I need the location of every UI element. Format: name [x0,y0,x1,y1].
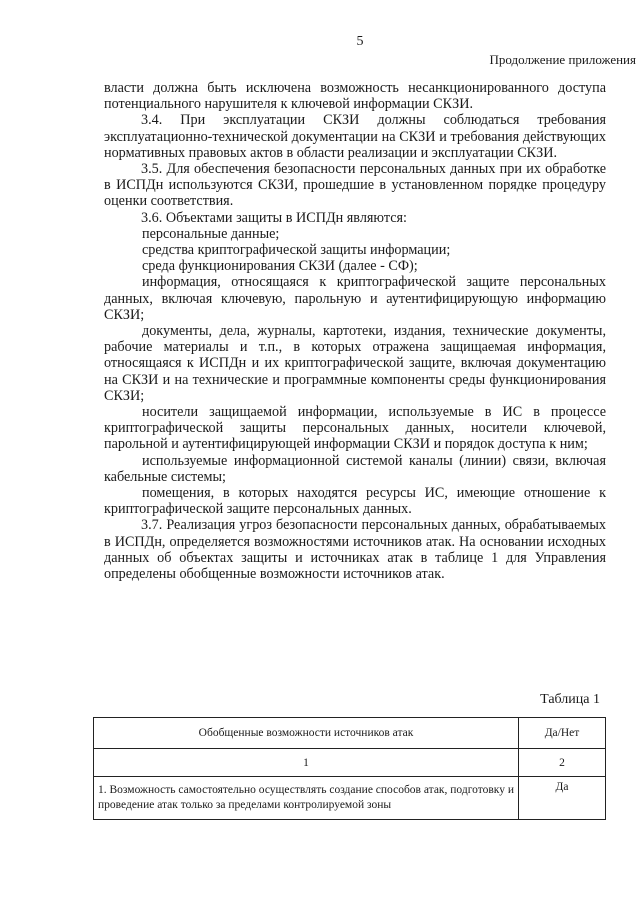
list-item: средства криптографической защиты информации; [142,242,451,259]
list-item: персональные данные; [142,225,280,242]
list-item: документы, дела, журналы, картотеки, издания, технические документы, рабочие материалы и т.п., в которых отражена защищаемая информация, относящаяся к ИСПДн и их криптографической защите, включая документацию на СКЗИ и на технические и программные компоненты среды функционирования СКЗИ; [104,323,606,404]
list-item: помещения, в которых находятся ресурсы ИС, имеющие отношение к криптографической защите персональных данных. [104,485,606,518]
appendix-continuation-header: Продолжение приложения [489,52,636,67]
paragraph-3-7: 3.7. Реализация угроз безопасности персональных данных, обрабатываемых в ИСПДн, определяется возможностями источников атак. На основании исходных данных об объектах защиты и источниках атак в таблице 1 для Управления определены обобщенные возможности источников атак. [104,517,606,583]
page-number: 5 [356,34,364,49]
paragraph-3-6: 3.6. Объектами защиты в ИСПДн являются: [141,209,407,226]
table-header-row [94,718,606,749]
table-cell-capability: 1. Возможность самостоятельно осуществлять создание способов атак, подготовку и проведение атак только за пределами контролируемой зоны [94,777,519,820]
attack-capabilities-table [93,717,606,820]
table-header-cell: Да/Нет [519,718,606,749]
paragraph-continuation: власти должна быть исключена возможность несанкционированного доступа потенциального нарушителя к ключевой информации СКЗИ. [104,80,606,113]
table-number-row [94,749,606,777]
table-header-cell: Обобщенные возможности источников атак [94,718,519,749]
list-item: информация, относящаяся к криптографической защите персональных данных, включая ключевую, парольную и аутентифицирующую информацию СКЗИ; [104,274,606,323]
list-item: используемые информационной системой каналы (линии) связи, включая кабельные системы; [104,452,606,485]
table-number-cell: 2 [519,749,606,777]
list-item: носители защищаемой информации, используемые в ИС в процессе криптографической защиты персональных данных, носители ключевой, парольной и аутентифицирующей информации СКЗИ и порядок доступа к ним; [104,404,606,453]
document-body [104,80,606,582]
paragraph-3-4: 3.4. При эксплуатации СКЗИ должны соблюдаться требования эксплуатационно-технической документации на СКЗИ и требования действующих нормативных правовых актов в области реализации и эксплуатации СКЗИ. [104,112,606,161]
list-item: среда функционирования СКЗИ (далее - СФ); [142,258,418,275]
table-number-cell: 1 [94,749,519,777]
table-row [94,777,606,820]
paragraph-3-5: 3.5. Для обеспечения безопасности персональных данных при их обработке в ИСПДн используются СКЗИ, прошедшие в установленном порядке процедуру оценки соответствия. [104,161,606,210]
table-caption: Таблица 1 [540,692,600,707]
table-cell-answer: Да [519,777,606,820]
